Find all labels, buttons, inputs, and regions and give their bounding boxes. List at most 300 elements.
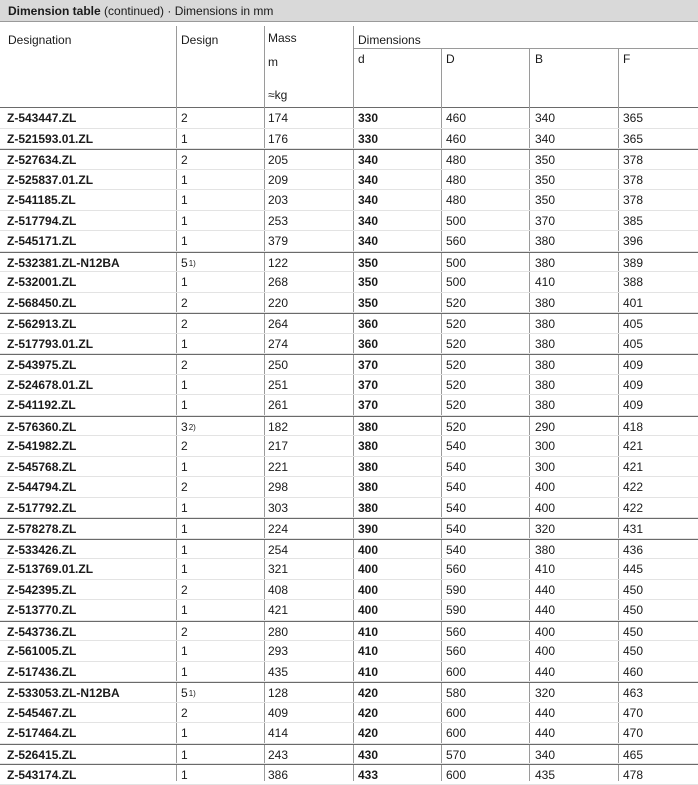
designation-cell [7, 457, 76, 477]
outer-D-cell [446, 375, 466, 395]
bore-d-cell [358, 498, 378, 518]
width-B-cell [535, 272, 555, 292]
bore-d-cell [358, 190, 378, 210]
F-cell-value: 478 [623, 768, 644, 782]
design-cell-value: 1 [181, 336, 188, 351]
outer-D-cell [446, 355, 466, 375]
bore-d-cell-value: 380 [358, 439, 379, 453]
F-cell-value: 405 [623, 317, 644, 331]
designation-cell [7, 211, 76, 231]
header-divider [618, 49, 619, 108]
design-cell-value: 2 [181, 439, 188, 453]
mass-cell-value: 253 [268, 213, 289, 228]
bore-d-cell-value: 330 [358, 131, 379, 146]
bore-d-cell-value: 340 [358, 153, 379, 167]
mass-cell [268, 170, 288, 190]
F-cell-value: 365 [623, 111, 644, 125]
width-B-cell-value: 380 [535, 317, 556, 331]
width-B-cell [535, 190, 555, 210]
width-B-cell [535, 622, 555, 642]
header-divider [353, 26, 354, 108]
F-cell-value: 418 [623, 419, 644, 434]
width-B-cell-value: 380 [535, 542, 556, 557]
width-B-cell-value: 440 [535, 664, 556, 679]
caption-title: Dimension table [8, 4, 101, 18]
outer-D-cell [446, 293, 466, 313]
header-F: F [623, 52, 631, 66]
table-caption [0, 0, 698, 22]
table-row [0, 703, 698, 724]
bore-d-cell-value: 410 [358, 644, 379, 658]
F-cell-value: 465 [623, 747, 644, 762]
mass-cell [268, 211, 288, 231]
outer-D-cell-value: 590 [446, 582, 467, 597]
design-cell-value: 2 [181, 582, 188, 597]
bore-d-cell [358, 129, 378, 149]
width-B-cell [535, 436, 555, 456]
bore-d-cell-value: 400 [358, 603, 379, 617]
designation-cell-value: Z-541185.ZL [7, 193, 76, 207]
header-divider [529, 49, 530, 108]
design-cell-value: 2 [181, 111, 188, 125]
bore-d-cell [358, 580, 378, 600]
F-cell-value: 378 [623, 193, 644, 207]
design-cell [181, 519, 188, 539]
outer-D-cell-value: 540 [446, 439, 467, 453]
F-cell-value: 405 [623, 336, 644, 351]
F-cell [623, 253, 643, 273]
outer-D-cell [446, 498, 466, 518]
outer-D-cell-value: 520 [446, 295, 467, 310]
design-cell [181, 293, 188, 313]
width-B-cell-value: 440 [535, 582, 556, 597]
footnote-ref: 2) [188, 422, 196, 432]
bore-d-cell-value: 330 [358, 111, 379, 125]
design-cell [181, 559, 188, 579]
design-cell-value: 1 [181, 459, 188, 474]
design-cell-value: 5 [181, 255, 188, 270]
F-cell [623, 108, 643, 128]
designation-cell-value: Z-521593.01.ZL [7, 131, 94, 146]
design-cell-value: 2 [181, 624, 188, 639]
design-cell [181, 703, 188, 723]
width-B-cell [535, 211, 555, 231]
design-cell [181, 498, 188, 518]
width-B-cell [535, 231, 555, 251]
bore-d-cell [358, 641, 378, 661]
mass-cell-value: 298 [268, 480, 289, 494]
header-subdivider [353, 48, 698, 49]
design-cell-value: 1 [181, 234, 188, 248]
table-row [0, 764, 698, 785]
width-B-cell-value: 410 [535, 275, 556, 289]
footnote-ref: 1) [188, 258, 196, 268]
bore-d-cell [358, 683, 378, 703]
mass-cell-value: 217 [268, 439, 289, 453]
F-cell [623, 334, 643, 354]
outer-D-cell-value: 480 [446, 193, 467, 207]
F-cell [623, 211, 643, 231]
bore-d-cell-value: 380 [358, 459, 379, 474]
outer-D-cell [446, 622, 466, 642]
design-cell [181, 129, 188, 149]
designation-cell [7, 150, 76, 170]
bore-d-cell-value: 430 [358, 747, 379, 762]
mass-cell-value: 250 [268, 358, 289, 372]
outer-D-cell-value: 540 [446, 542, 467, 557]
outer-D-cell [446, 519, 466, 539]
F-cell [623, 457, 643, 477]
bore-d-cell-value: 400 [358, 542, 379, 557]
designation-cell-value: Z-533053.ZL-N12BA [7, 686, 120, 700]
table-row [0, 682, 698, 703]
width-B-cell-value: 410 [535, 562, 556, 576]
width-B-cell [535, 641, 555, 661]
bore-d-cell-value: 380 [358, 419, 379, 434]
mass-cell [268, 108, 288, 128]
mass-cell-value: 203 [268, 193, 289, 207]
width-B-cell-value: 370 [535, 213, 556, 228]
outer-D-cell-value: 520 [446, 419, 467, 434]
width-B-cell [535, 170, 555, 190]
mass-cell [268, 150, 288, 170]
designation-cell-value: Z-513770.ZL [7, 603, 77, 617]
width-B-cell-value: 320 [535, 686, 556, 700]
mass-cell [268, 395, 288, 415]
mass-cell [268, 622, 288, 642]
design-cell [181, 457, 188, 477]
mass-cell-value: 409 [268, 705, 289, 720]
design-cell-value: 1 [181, 768, 188, 782]
outer-D-cell-value: 500 [446, 213, 467, 228]
outer-D-cell [446, 641, 466, 661]
table-row [0, 108, 698, 129]
table-row [0, 600, 698, 621]
designation-cell-value: Z-517464.ZL [7, 726, 77, 740]
mass-cell-value: 182 [268, 419, 289, 434]
designation-cell-value: Z-513769.01.ZL [7, 562, 94, 576]
outer-D-cell [446, 477, 466, 497]
designation-cell-value: Z-578278.ZL [7, 522, 77, 536]
bore-d-cell-value: 370 [358, 358, 379, 372]
outer-D-cell [446, 436, 466, 456]
outer-D-cell [446, 745, 466, 765]
design-cell-value: 1 [181, 131, 188, 146]
outer-D-cell-value: 590 [446, 603, 467, 617]
bore-d-cell [358, 231, 378, 251]
F-cell [623, 559, 643, 579]
F-cell-value: 422 [623, 480, 644, 494]
outer-D-cell [446, 129, 466, 149]
designation-cell-value: Z-517793.01.ZL [7, 336, 94, 351]
mass-cell-value: 176 [268, 131, 289, 146]
width-B-cell [535, 334, 555, 354]
width-B-cell-value: 380 [535, 234, 556, 248]
outer-D-cell-value: 480 [446, 172, 467, 187]
design-cell [181, 600, 188, 620]
mass-cell [268, 662, 288, 682]
design-cell [181, 436, 188, 456]
bore-d-cell-value: 433 [358, 768, 379, 782]
F-cell-value: 450 [623, 582, 644, 597]
mass-cell [268, 355, 288, 375]
mass-cell [268, 723, 288, 743]
mass-cell [268, 540, 288, 560]
width-B-cell-value: 400 [535, 644, 556, 658]
table-row [0, 129, 698, 150]
outer-D-cell [446, 683, 466, 703]
mass-cell [268, 457, 288, 477]
design-cell [181, 723, 188, 743]
mass-cell-value: 293 [268, 644, 289, 658]
outer-D-cell-value: 460 [446, 131, 467, 146]
outer-D-cell [446, 314, 466, 334]
header-mass: Mass [268, 31, 297, 45]
F-cell [623, 580, 643, 600]
bore-d-cell [358, 540, 378, 560]
outer-D-cell [446, 395, 466, 415]
design-cell [181, 334, 188, 354]
table-row [0, 375, 698, 396]
table-row [0, 334, 698, 355]
design-cell-value: 1 [181, 664, 188, 679]
designation-cell [7, 765, 76, 785]
header-mass-symbol: m [268, 55, 278, 69]
bore-d-cell [358, 765, 378, 785]
F-cell [623, 293, 643, 313]
design-cell-value: 5 [181, 686, 188, 700]
designation-cell-value: Z-576360.ZL [7, 419, 77, 434]
bore-d-cell [358, 600, 378, 620]
width-B-cell-value: 290 [535, 419, 556, 434]
design-cell [181, 641, 188, 661]
bore-d-cell [358, 150, 378, 170]
F-cell [623, 600, 643, 620]
mass-cell-value: 414 [268, 726, 289, 740]
width-B-cell-value: 435 [535, 768, 556, 782]
designation-cell-value: Z-517794.ZL [7, 213, 77, 228]
table-row [0, 272, 698, 293]
designation-cell [7, 745, 76, 765]
design-cell [181, 662, 188, 682]
width-B-cell [535, 375, 555, 395]
header-divider [441, 49, 442, 108]
mass-cell-value: 274 [268, 336, 289, 351]
width-B-cell [535, 355, 555, 375]
F-cell [623, 703, 643, 723]
width-B-cell [535, 683, 555, 703]
outer-D-cell [446, 559, 466, 579]
design-cell [181, 190, 188, 210]
design-cell [181, 745, 188, 765]
designation-cell [7, 436, 76, 456]
F-cell-value: 450 [623, 624, 644, 639]
F-cell [623, 272, 643, 292]
F-cell-value: 470 [623, 726, 644, 740]
width-B-cell [535, 129, 555, 149]
design-cell-value: 1 [181, 562, 188, 576]
design-cell [181, 150, 188, 170]
outer-D-cell [446, 765, 466, 785]
width-B-cell-value: 380 [535, 398, 556, 412]
mass-cell [268, 580, 288, 600]
table-row [0, 149, 698, 170]
mass-cell-value: 254 [268, 542, 289, 557]
width-B-cell [535, 723, 555, 743]
designation-cell [7, 231, 76, 251]
design-cell [181, 580, 188, 600]
design-cell-value: 2 [181, 295, 188, 310]
bore-d-cell [358, 662, 378, 682]
table-row [0, 518, 698, 539]
table-row [0, 395, 698, 416]
design-cell-value: 2 [181, 317, 188, 331]
F-cell-value: 388 [623, 275, 644, 289]
F-cell-value: 463 [623, 686, 644, 700]
mass-cell-value: 321 [268, 562, 289, 576]
bore-d-cell [358, 622, 378, 642]
designation-cell-value: Z-543447.ZL [7, 111, 77, 125]
design-cell [181, 231, 188, 251]
bore-d-cell [358, 108, 378, 128]
designation-cell-value: Z-543975.ZL [7, 358, 77, 372]
width-B-cell [535, 108, 555, 128]
bore-d-cell-value: 350 [358, 255, 379, 270]
outer-D-cell [446, 662, 466, 682]
F-cell-value: 436 [623, 542, 644, 557]
outer-D-cell-value: 600 [446, 705, 467, 720]
width-B-cell-value: 350 [535, 153, 556, 167]
outer-D-cell [446, 417, 466, 437]
table-row [0, 190, 698, 211]
bore-d-cell [358, 519, 378, 539]
designation-cell-value: Z-517436.ZL [7, 664, 77, 679]
bore-d-cell [358, 211, 378, 231]
width-B-cell-value: 350 [535, 193, 556, 207]
design-cell [181, 395, 188, 415]
designation-cell [7, 498, 76, 518]
bore-d-cell-value: 400 [358, 562, 379, 576]
outer-D-cell-value: 600 [446, 768, 467, 782]
design-cell [181, 314, 188, 334]
F-cell [623, 150, 643, 170]
F-cell-value: 422 [623, 500, 644, 515]
mass-cell [268, 519, 288, 539]
width-B-cell [535, 580, 555, 600]
outer-D-cell-value: 520 [446, 317, 467, 331]
bore-d-cell [358, 375, 378, 395]
outer-D-cell [446, 150, 466, 170]
designation-cell [7, 580, 76, 600]
design-cell [181, 272, 188, 292]
table-row [0, 559, 698, 580]
designation-cell [7, 703, 76, 723]
outer-D-cell [446, 211, 466, 231]
outer-D-cell-value: 560 [446, 644, 467, 658]
width-B-cell-value: 340 [535, 131, 556, 146]
designation-cell [7, 108, 76, 128]
designation-cell-value: Z-541192.ZL [7, 398, 76, 412]
mass-cell [268, 272, 288, 292]
design-cell-value: 1 [181, 377, 188, 392]
designation-cell [7, 519, 76, 539]
outer-D-cell [446, 457, 466, 477]
designation-cell-value: Z-526415.ZL [7, 747, 77, 762]
design-cell-value: 1 [181, 726, 188, 740]
header-divider [264, 26, 265, 108]
bore-d-cell [358, 703, 378, 723]
designation-cell-value: Z-545171.ZL [7, 234, 77, 248]
outer-D-cell-value: 480 [446, 153, 467, 167]
bore-d-cell [358, 559, 378, 579]
designation-cell [7, 683, 120, 703]
mass-cell [268, 334, 288, 354]
designation-cell [7, 314, 76, 334]
bore-d-cell-value: 340 [358, 213, 379, 228]
design-cell [181, 622, 188, 642]
F-cell-value: 385 [623, 213, 644, 228]
outer-D-cell-value: 500 [446, 275, 467, 289]
F-cell-value: 445 [623, 562, 644, 576]
mass-cell-value: 280 [268, 624, 289, 639]
bore-d-cell [358, 253, 378, 273]
design-cell-value: 1 [181, 275, 188, 289]
table-row [0, 231, 698, 252]
mass-cell [268, 190, 288, 210]
width-B-cell [535, 150, 555, 170]
F-cell-value: 470 [623, 705, 644, 720]
header-d: d [358, 52, 365, 66]
F-cell-value: 401 [623, 295, 644, 310]
design-cell-value: 1 [181, 500, 188, 515]
width-B-cell [535, 519, 555, 539]
designation-cell-value: Z-524678.01.ZL [7, 377, 94, 392]
F-cell-value: 365 [623, 131, 644, 146]
designation-cell-value: Z-542395.ZL [7, 582, 77, 597]
bore-d-cell-value: 350 [358, 275, 379, 289]
bore-d-cell [358, 314, 378, 334]
width-B-cell-value: 440 [535, 603, 556, 617]
F-cell [623, 314, 643, 334]
mass-cell [268, 129, 288, 149]
mass-cell [268, 641, 288, 661]
design-cell-value: 2 [181, 480, 188, 494]
outer-D-cell-value: 580 [446, 686, 467, 700]
design-cell [181, 540, 188, 560]
mass-cell [268, 703, 288, 723]
design-cell-value: 1 [181, 603, 188, 617]
F-cell-value: 409 [623, 358, 644, 372]
bore-d-cell-value: 400 [358, 582, 379, 597]
mass-cell-value: 220 [268, 295, 289, 310]
bore-d-cell-value: 420 [358, 686, 379, 700]
mass-cell-value: 408 [268, 582, 289, 597]
table-row [0, 436, 698, 457]
bore-d-cell-value: 410 [358, 664, 379, 679]
design-cell-value: 1 [181, 193, 188, 207]
width-B-cell [535, 477, 555, 497]
bore-d-cell-value: 340 [358, 234, 379, 248]
bore-d-cell [358, 745, 378, 765]
bore-d-cell [358, 395, 378, 415]
bore-d-cell [358, 293, 378, 313]
outer-D-cell [446, 272, 466, 292]
designation-cell-value: Z-533426.ZL [7, 542, 77, 557]
F-cell [623, 683, 643, 703]
bore-d-cell [358, 477, 378, 497]
width-B-cell [535, 703, 555, 723]
width-B-cell-value: 400 [535, 500, 556, 515]
